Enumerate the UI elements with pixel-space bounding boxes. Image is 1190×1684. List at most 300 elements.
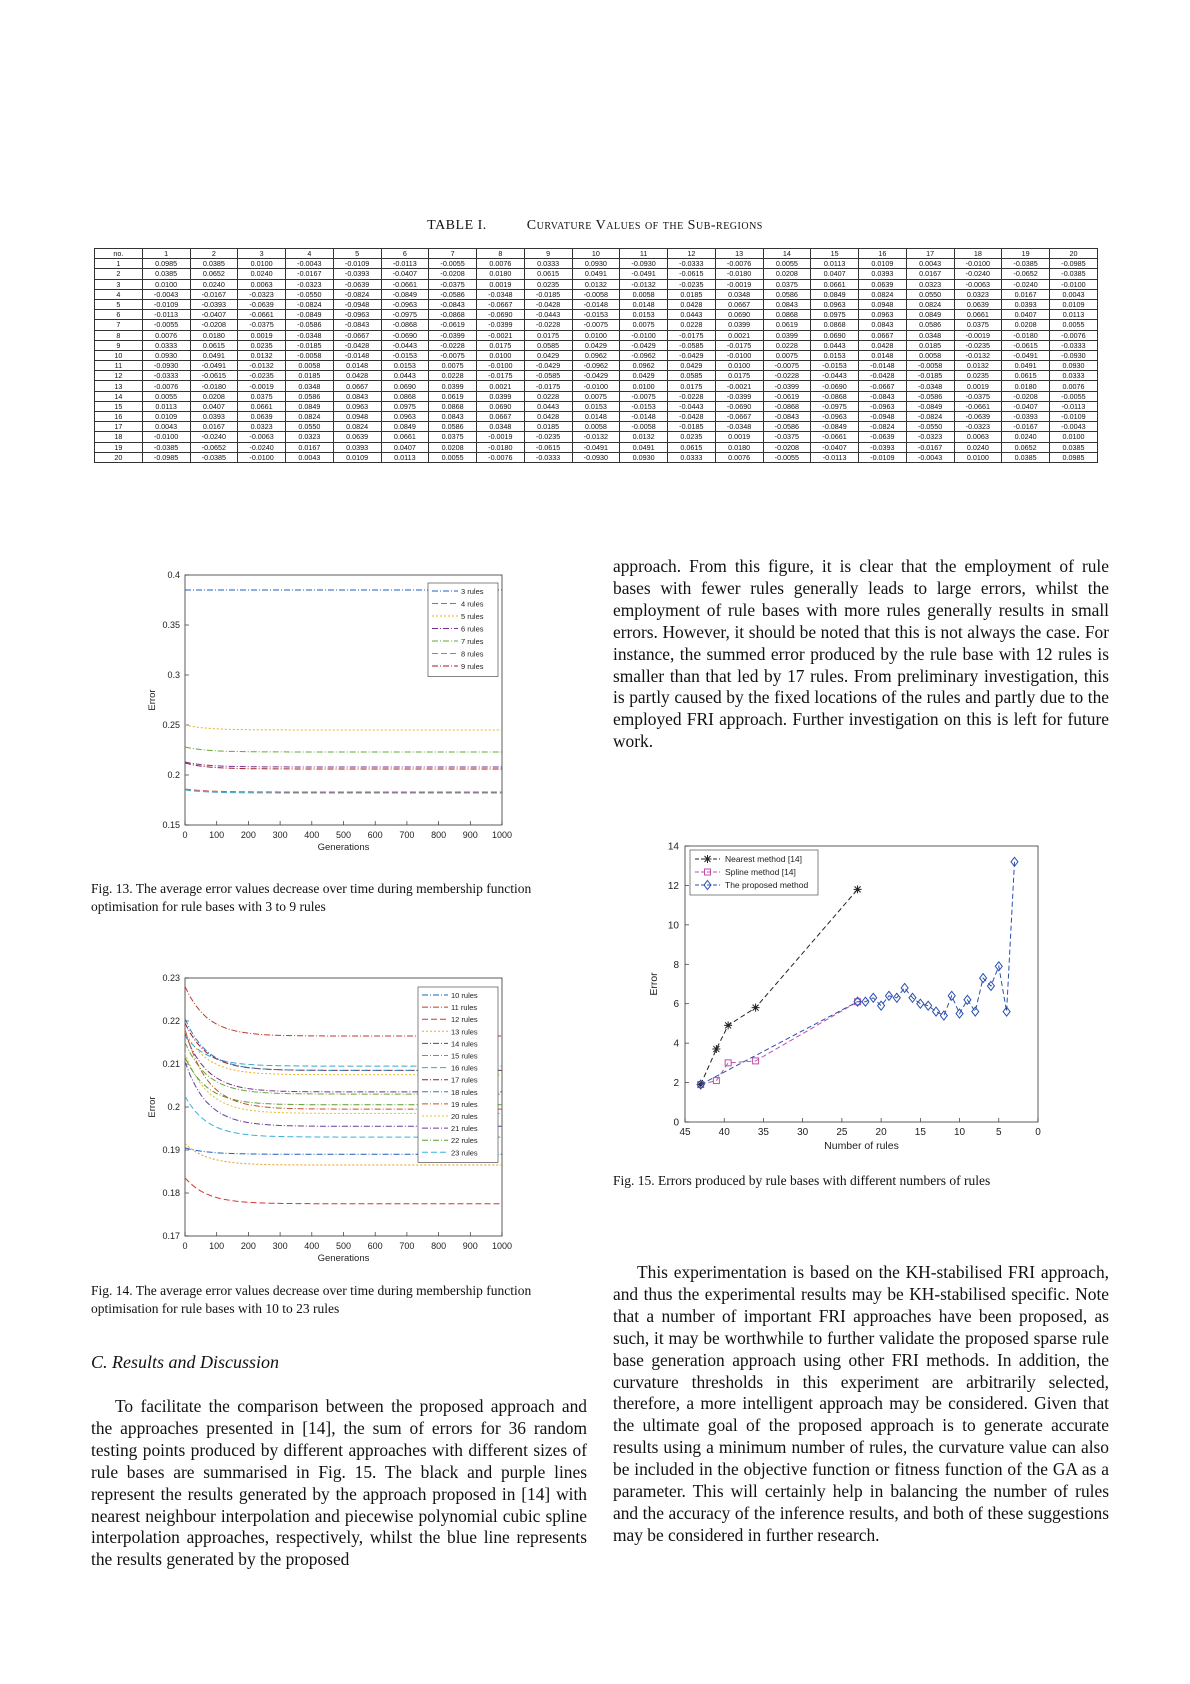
table-cell: -0.0930 <box>1050 350 1098 360</box>
table-cell: 0.0333 <box>668 452 716 462</box>
x-tick-label: 35 <box>757 1127 770 1138</box>
table-cell: -0.0167 <box>1002 422 1050 432</box>
table-cell: -0.0109 <box>859 452 907 462</box>
table-cell: -0.0868 <box>429 310 477 320</box>
y-tick-label: 0.22 <box>162 1016 180 1026</box>
table-cell: -0.0058 <box>906 361 954 371</box>
table-cell: -0.0100 <box>1050 279 1098 289</box>
table-cell: 0.0185 <box>668 289 716 299</box>
table-cell: 0.0235 <box>668 432 716 442</box>
table-cell: -0.0619 <box>429 320 477 330</box>
table-cell: 0.0021 <box>715 330 763 340</box>
table-cell: -0.0661 <box>238 310 286 320</box>
table-cell: -0.0021 <box>715 381 763 391</box>
table-cell: -0.0240 <box>1002 279 1050 289</box>
table-cell: 0.0690 <box>381 381 429 391</box>
table-row <box>95 371 1098 381</box>
legend-label: 13 rules <box>451 1027 478 1037</box>
table-cell: 0.0843 <box>763 299 811 309</box>
table-cell: 0.0375 <box>429 432 477 442</box>
table-cell: -0.0652 <box>1002 269 1050 279</box>
table-cell: -0.0393 <box>1002 412 1050 422</box>
table-cell: 0.0975 <box>381 401 429 411</box>
legend-label: The proposed method <box>725 880 809 890</box>
table-row <box>95 452 1098 462</box>
table-cell: -0.0491 <box>190 361 238 371</box>
data-point-star <box>854 885 862 893</box>
x-tick-label: 200 <box>240 1241 256 1251</box>
table-cell: 0.0843 <box>859 320 907 330</box>
data-point-star <box>752 1004 760 1012</box>
table-cell: 0.0690 <box>811 330 859 340</box>
table-label: TABLE I. <box>427 218 487 233</box>
table-cell: -0.0667 <box>859 381 907 391</box>
table-cell: 0.0100 <box>572 330 620 340</box>
table-cell: 0.0652 <box>1002 442 1050 452</box>
table-cell: 0.0180 <box>190 330 238 340</box>
table-cell: 0.0443 <box>381 371 429 381</box>
table-cell: 0.0443 <box>668 310 716 320</box>
y-tick-label: 0 <box>673 1117 679 1129</box>
table-cell: -0.0076 <box>142 381 190 391</box>
table-cell: -0.0639 <box>238 299 286 309</box>
table-cell: -0.0148 <box>572 299 620 309</box>
x-tick-label: 600 <box>367 1241 383 1251</box>
table-cell: -0.0109 <box>333 259 381 269</box>
table-row <box>95 412 1098 422</box>
legend-label: 19 rules <box>451 1099 478 1109</box>
table-cell: 0.0399 <box>429 381 477 391</box>
x-tick-label: 0 <box>182 830 188 840</box>
legend-label: 10 rules <box>451 991 478 1000</box>
table-cell: -0.0843 <box>333 320 381 330</box>
table-cell: -0.0100 <box>477 361 525 371</box>
table-column-header: 20 <box>1050 249 1098 259</box>
table-cell: -0.0385 <box>142 442 190 452</box>
table-cell: -0.0075 <box>429 350 477 360</box>
table-cell: -0.0075 <box>620 391 668 401</box>
table-cell: 0.0639 <box>238 412 286 422</box>
table-column-header: 7 <box>429 249 477 259</box>
table-cell: -0.0208 <box>763 442 811 452</box>
table-row <box>95 350 1098 360</box>
x-tick-label: 400 <box>304 1241 320 1251</box>
table-cell: 0.0667 <box>715 299 763 309</box>
table-cell: 0.0385 <box>1002 452 1050 462</box>
table-row-label: 9 <box>95 340 143 350</box>
table-cell: -0.0930 <box>620 259 668 269</box>
table-cell: -0.0109 <box>1050 412 1098 422</box>
table-cell: 0.0055 <box>142 391 190 401</box>
table-cell: -0.0175 <box>477 371 525 381</box>
x-tick-label: 100 <box>209 1241 225 1251</box>
x-tick-label: 1000 <box>491 830 513 840</box>
table-cell: -0.0228 <box>668 391 716 401</box>
data-point-star <box>724 1021 732 1029</box>
table-cell: 0.0167 <box>906 269 954 279</box>
table-cell: -0.0690 <box>477 310 525 320</box>
x-tick-label: 700 <box>399 1241 415 1251</box>
table-cell: -0.0333 <box>524 452 572 462</box>
table-cell: 0.0100 <box>620 381 668 391</box>
table-cell: -0.0208 <box>1002 391 1050 401</box>
table-cell: -0.0043 <box>142 289 190 299</box>
table-cell: 0.0180 <box>477 269 525 279</box>
table-cell: -0.0849 <box>286 310 334 320</box>
table-cell: -0.0333 <box>142 371 190 381</box>
x-axis-label: Generations <box>317 842 370 853</box>
table-cell: 0.0348 <box>715 289 763 299</box>
table-cell: -0.0043 <box>906 452 954 462</box>
table-cell: -0.0385 <box>1002 259 1050 269</box>
table-cell: -0.0235 <box>524 432 572 442</box>
table-title: Curvature Values of the Sub-regions <box>526 218 763 233</box>
table-cell: 0.0019 <box>715 432 763 442</box>
x-tick-label: 100 <box>209 830 225 840</box>
table-cell: -0.0661 <box>811 432 859 442</box>
table-row-label: 6 <box>95 310 143 320</box>
y-axis-label: Error <box>147 689 158 711</box>
table-cell: 0.0240 <box>238 269 286 279</box>
table-cell: 0.0399 <box>477 391 525 401</box>
table-cell: 0.0148 <box>572 412 620 422</box>
x-tick-label: 40 <box>718 1127 730 1138</box>
table-cell: -0.0407 <box>811 442 859 452</box>
table-cell: 0.0058 <box>286 361 334 371</box>
fig15-chart <box>640 830 1070 1152</box>
table-cell: 0.0385 <box>190 259 238 269</box>
table-cell: -0.0348 <box>477 289 525 299</box>
table-column-header: 19 <box>1002 249 1050 259</box>
table-cell: -0.0043 <box>286 259 334 269</box>
table-cell: -0.0930 <box>572 452 620 462</box>
table-row <box>95 401 1098 411</box>
section-heading: C. Results and Discussion <box>91 1352 280 1372</box>
curvature-table <box>94 248 1098 463</box>
x-tick-label: 900 <box>462 1241 478 1251</box>
table-cell: 0.0962 <box>572 350 620 360</box>
table-cell: -0.0615 <box>668 269 716 279</box>
table-cell: -0.0180 <box>190 381 238 391</box>
table-cell: 0.0868 <box>811 320 859 330</box>
table-cell: 0.0429 <box>668 361 716 371</box>
table-cell: 0.0652 <box>190 269 238 279</box>
x-tick-label: 800 <box>431 1241 447 1251</box>
table-cell: -0.0167 <box>906 442 954 452</box>
table-cell: 0.0393 <box>1002 299 1050 309</box>
table-cell: 0.0132 <box>238 350 286 360</box>
table-cell: -0.0148 <box>620 412 668 422</box>
table-cell: -0.0585 <box>668 340 716 350</box>
table-column-header: 18 <box>954 249 1002 259</box>
table-column-header: 12 <box>668 249 716 259</box>
table-cell: 0.0639 <box>333 432 381 442</box>
table-corner-cell: no. <box>95 249 143 259</box>
table-cell: -0.0963 <box>811 412 859 422</box>
table-row <box>95 361 1098 371</box>
table-caption <box>0 218 1190 234</box>
table-cell: -0.0113 <box>142 310 190 320</box>
table-cell: 0.0043 <box>906 259 954 269</box>
table-cell: 0.0323 <box>238 422 286 432</box>
table-cell: 0.0429 <box>572 340 620 350</box>
table-cell: -0.0639 <box>333 279 381 289</box>
table-column-header: 9 <box>524 249 572 259</box>
table-cell: 0.0849 <box>286 401 334 411</box>
table-column-header: 14 <box>763 249 811 259</box>
table-cell: 0.0153 <box>811 350 859 360</box>
table-cell: -0.0043 <box>1050 422 1098 432</box>
table-cell: 0.0058 <box>620 289 668 299</box>
table-cell: 0.0153 <box>620 310 668 320</box>
fig14-caption: Fig. 14. The average error values decrease over time during membership function optimisation for rule bases with 10 to 23 rules <box>91 1283 532 1316</box>
table-cell: 0.0333 <box>142 340 190 350</box>
table-cell: 0.0399 <box>763 330 811 340</box>
table-cell: -0.0963 <box>333 310 381 320</box>
table-row-label: 11 <box>95 361 143 371</box>
table-cell: 0.0019 <box>238 330 286 340</box>
table-cell: -0.0407 <box>381 269 429 279</box>
table-cell: 0.0849 <box>811 289 859 299</box>
table-cell: -0.0868 <box>763 401 811 411</box>
table-cell: 0.0491 <box>572 269 620 279</box>
table-cell: 0.0428 <box>524 412 572 422</box>
table-row-label: 3 <box>95 279 143 289</box>
table-cell: 0.0175 <box>668 381 716 391</box>
table-cell: 0.0930 <box>1050 361 1098 371</box>
table-cell: -0.0208 <box>190 320 238 330</box>
table-cell: 0.0113 <box>811 259 859 269</box>
table-cell: 0.0824 <box>333 422 381 432</box>
table-cell: -0.0180 <box>477 442 525 452</box>
table-cell: -0.0948 <box>859 412 907 422</box>
x-tick-label: 0 <box>182 1241 188 1251</box>
table-cell: -0.0385 <box>190 452 238 462</box>
table-row-label: 16 <box>95 412 143 422</box>
table-cell: 0.0076 <box>142 330 190 340</box>
table-column-header: 16 <box>859 249 907 259</box>
table-cell: 0.0550 <box>286 422 334 432</box>
table-cell: 0.0843 <box>429 412 477 422</box>
table-cell: -0.0963 <box>381 299 429 309</box>
table-cell: 0.0235 <box>524 279 572 289</box>
left-paragraph: To facilitate the comparison between the proposed approach and the approaches presented in [14], the sum of errors for 36 random testing points produced by different approaches with different sizes of rule bases are summarised in Fig. 15. The black and purple lines represent the results generated by the approach proposed in [14] with nearest neighbour interpolation and piecewise polynomial cubic spline interpolation approaches, respectively, whilst the blue line represents the results generated by the proposed <box>91 1396 587 1570</box>
table-cell: 0.0962 <box>620 361 668 371</box>
y-tick-label: 0.17 <box>162 1231 180 1241</box>
table-cell: 0.0586 <box>429 422 477 432</box>
table-cell: 0.0100 <box>477 350 525 360</box>
table-cell: 0.0661 <box>238 401 286 411</box>
table-cell: -0.0185 <box>286 340 334 350</box>
table-cell: 0.0185 <box>524 422 572 432</box>
table-cell: -0.0175 <box>715 340 763 350</box>
table-cell: -0.0429 <box>524 361 572 371</box>
table-cell: -0.0586 <box>429 289 477 299</box>
table-cell: 0.0180 <box>1002 381 1050 391</box>
table-cell: 0.0235 <box>954 371 1002 381</box>
table-cell: -0.0167 <box>190 289 238 299</box>
y-tick-label: 0.21 <box>162 1059 180 1069</box>
legend-label: 4 rules <box>461 599 484 609</box>
table-row-label: 7 <box>95 320 143 330</box>
table-cell: -0.0063 <box>954 279 1002 289</box>
table-cell: 0.0375 <box>954 320 1002 330</box>
table-cell: -0.0868 <box>381 320 429 330</box>
table-row <box>95 330 1098 340</box>
table-cell: -0.0586 <box>763 422 811 432</box>
table-cell: 0.0148 <box>620 299 668 309</box>
table-cell: -0.0019 <box>477 432 525 442</box>
table-cell: 0.0043 <box>142 422 190 432</box>
table-cell: -0.0148 <box>859 361 907 371</box>
table-cell: -0.0849 <box>381 289 429 299</box>
table-column-header: 10 <box>572 249 620 259</box>
x-tick-label: 800 <box>431 830 447 840</box>
x-tick-label: 25 <box>836 1127 848 1138</box>
table-cell: -0.0175 <box>524 381 572 391</box>
table-cell: -0.0619 <box>763 391 811 401</box>
table-cell: 0.0948 <box>859 299 907 309</box>
y-axis-label: Error <box>648 972 660 996</box>
table-cell: -0.0323 <box>238 289 286 299</box>
table-cell: 0.0167 <box>1002 289 1050 299</box>
table-cell: 0.0153 <box>572 401 620 411</box>
table-cell: -0.0428 <box>333 340 381 350</box>
table-cell: 0.0055 <box>429 452 477 462</box>
table-cell: -0.0849 <box>811 422 859 432</box>
table-cell: -0.0393 <box>859 442 907 452</box>
table-column-header: 15 <box>811 249 859 259</box>
table-cell: 0.0985 <box>142 259 190 269</box>
table-cell: -0.0235 <box>238 371 286 381</box>
table-cell: 0.0167 <box>190 422 238 432</box>
table-cell: 0.0175 <box>477 340 525 350</box>
table-cell: 0.0076 <box>715 452 763 462</box>
table-cell: 0.0963 <box>859 310 907 320</box>
table-cell: 0.0639 <box>859 279 907 289</box>
table-cell: 0.0661 <box>381 432 429 442</box>
table-cell: 0.0585 <box>668 371 716 381</box>
table-row-label: 18 <box>95 432 143 442</box>
table-cell: -0.0185 <box>524 289 572 299</box>
table-cell: -0.0661 <box>381 279 429 289</box>
table-cell: -0.0100 <box>572 381 620 391</box>
table-row-label: 20 <box>95 452 143 462</box>
table-cell: 0.0058 <box>906 350 954 360</box>
table-cell: 0.0113 <box>1050 310 1098 320</box>
table-cell: -0.0550 <box>286 289 334 299</box>
table-cell: -0.0132 <box>620 279 668 289</box>
table-row <box>95 289 1098 299</box>
table-cell: 0.0075 <box>572 391 620 401</box>
legend-label: 17 rules <box>451 1075 478 1085</box>
table-cell: 0.0043 <box>1050 289 1098 299</box>
table-cell: -0.0443 <box>811 371 859 381</box>
table-cell: -0.0132 <box>238 361 286 371</box>
table-row <box>95 299 1098 309</box>
table-cell: 0.0429 <box>524 350 572 360</box>
right-paragraph-top: approach. From this figure, it is clear that the employment of rule bases with fewer rules generally leads to large errors, whilst the employment of rule bases with more rules generally results in small errors. However, it should be noted that this is not always the case. For instance, the summed error produced by the rule base with 12 rules is smaller than that led by 17 rules. From preliminary investigation, this is partly caused by the fixed locations of the rules and partly due to the employed FRI approach. Further investigation on this is left for future work. <box>613 556 1109 752</box>
table-row <box>95 391 1098 401</box>
table-cell: 0.0132 <box>954 361 1002 371</box>
table-cell: 0.0019 <box>954 381 1002 391</box>
table-cell: 0.0985 <box>1050 452 1098 462</box>
table-cell: 0.0228 <box>668 320 716 330</box>
table-cell: -0.0075 <box>763 361 811 371</box>
legend-label: 14 rules <box>451 1039 478 1049</box>
table-cell: 0.0063 <box>954 432 1002 442</box>
table-cell: -0.0962 <box>572 361 620 371</box>
table-cell: 0.0019 <box>477 279 525 289</box>
table-cell: -0.0690 <box>811 381 859 391</box>
table-cell: 0.0443 <box>811 340 859 350</box>
table-cell: -0.0113 <box>381 259 429 269</box>
x-axis-label: Number of rules <box>824 1140 899 1152</box>
x-tick-label: 45 <box>679 1127 691 1138</box>
table-cell: 0.0429 <box>620 371 668 381</box>
table-cell: 0.0100 <box>142 279 190 289</box>
table-cell: 0.0849 <box>906 310 954 320</box>
table-row <box>95 259 1098 269</box>
table-cell: -0.0167 <box>286 269 334 279</box>
table-cell: 0.0963 <box>811 299 859 309</box>
fig15-caption: Fig. 15. Errors produced by rule bases with different numbers of rules <box>613 1173 991 1188</box>
table-cell: 0.0428 <box>859 340 907 350</box>
table-cell: 0.0930 <box>620 452 668 462</box>
table-cell: -0.0930 <box>142 361 190 371</box>
table-cell: -0.0843 <box>859 391 907 401</box>
table-cell: 0.0185 <box>286 371 334 381</box>
table-cell: -0.0075 <box>572 320 620 330</box>
table-cell: 0.0333 <box>1050 371 1098 381</box>
y-tick-label: 0.19 <box>162 1145 180 1155</box>
table-cell: 0.0407 <box>811 269 859 279</box>
table-cell: 0.0323 <box>954 289 1002 299</box>
table-cell: 0.0550 <box>906 289 954 299</box>
table-cell: -0.0100 <box>715 350 763 360</box>
table-cell: -0.0399 <box>477 320 525 330</box>
table-cell: -0.0550 <box>906 422 954 432</box>
table-row-label: 1 <box>95 259 143 269</box>
table-cell: -0.0076 <box>477 452 525 462</box>
table-cell: -0.0153 <box>811 361 859 371</box>
y-tick-label: 0.18 <box>162 1188 180 1198</box>
legend-label: 22 rules <box>451 1136 478 1146</box>
table-cell: -0.0843 <box>763 412 811 422</box>
table-cell: -0.0399 <box>763 381 811 391</box>
table-cell: 0.0615 <box>1002 371 1050 381</box>
table-cell: 0.0185 <box>906 340 954 350</box>
x-tick-label: 10 <box>953 1127 966 1138</box>
table-cell: -0.0443 <box>381 340 429 350</box>
legend-label: 16 rules <box>451 1063 478 1073</box>
table-column-header: 13 <box>715 249 763 259</box>
table-cell: -0.0667 <box>333 330 381 340</box>
table-column-header: 4 <box>286 249 334 259</box>
x-tick-label: 20 <box>875 1127 887 1138</box>
table-cell: -0.0393 <box>333 269 381 279</box>
table-cell: -0.0615 <box>1002 340 1050 350</box>
table-cell: 0.0153 <box>381 361 429 371</box>
legend-label: 9 rules <box>461 662 484 671</box>
table-cell: 0.0393 <box>859 269 907 279</box>
table-cell: -0.0491 <box>1002 350 1050 360</box>
table-row-label: 8 <box>95 330 143 340</box>
table-cell: -0.0375 <box>238 320 286 330</box>
table-cell: 0.0963 <box>381 412 429 422</box>
table-cell: -0.0586 <box>286 320 334 330</box>
table-cell: -0.0323 <box>954 422 1002 432</box>
